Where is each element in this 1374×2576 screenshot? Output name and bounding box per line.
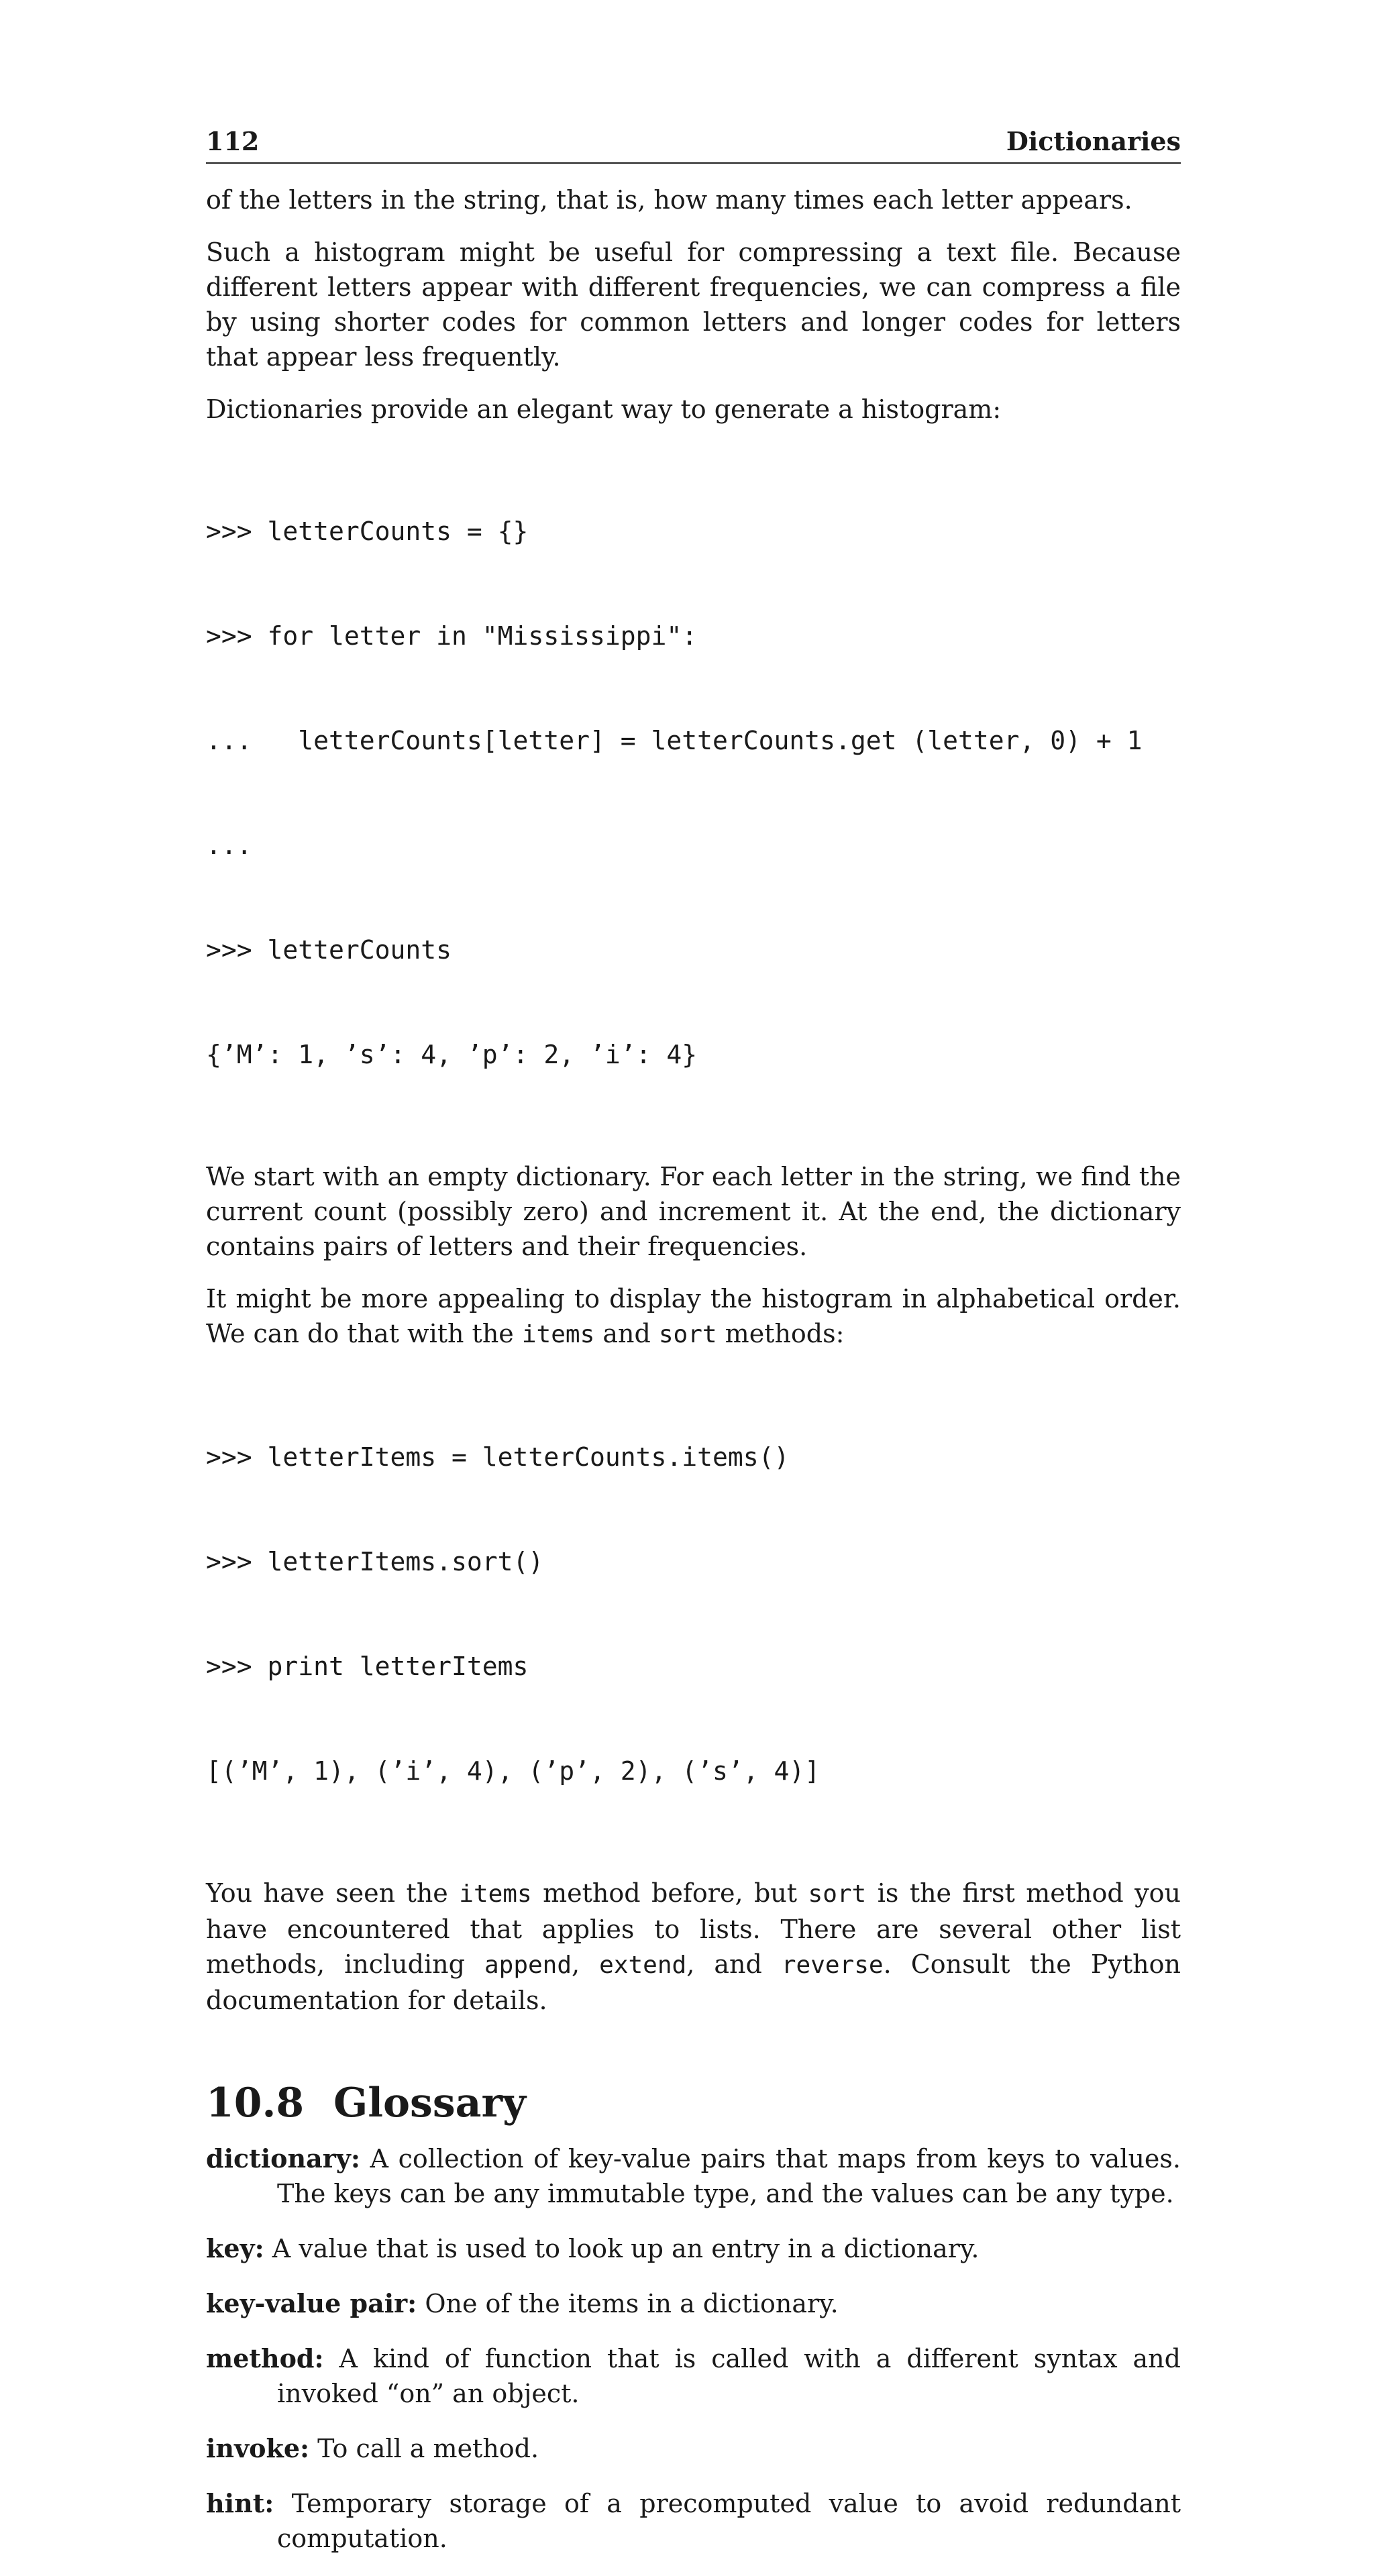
paragraph-alphabetical-order: [206, 1281, 1181, 1352]
text-run: You have seen the: [206, 1878, 460, 1908]
glossary-definition: A value that is used to look up an entry in a dictionary.: [272, 2234, 980, 2263]
book-page: [206, 126, 1181, 2576]
code-line: >>> letterItems.sort(): [206, 1547, 544, 1576]
inline-code-append: append: [484, 1951, 572, 1979]
code-line: >>> for letter in "Mississippi":: [206, 621, 698, 651]
glossary-term: key-value pair:: [206, 2288, 417, 2318]
inline-code-extend: extend: [599, 1951, 687, 1979]
glossary-entry-key: [206, 2231, 1181, 2266]
glossary-term: dictionary:: [206, 2143, 360, 2174]
section-title: Glossary: [333, 2080, 526, 2127]
paragraph-list-methods: [206, 1876, 1181, 2018]
glossary-definition: A kind of function that is called with a different syntax and invoked “on” an object.: [277, 2344, 1181, 2408]
chapter-title: Dictionaries: [1006, 126, 1181, 156]
glossary-term: method:: [206, 2343, 324, 2373]
text-run: and: [594, 1319, 659, 1348]
glossary-definition: To call a method.: [317, 2434, 539, 2463]
paragraph-histogram-intro: of the letters in the string, that is, how many times each letter appears.: [206, 185, 1132, 215]
glossary-term: hint:: [206, 2488, 274, 2518]
code-line: >>> print letterItems: [206, 1652, 529, 1681]
text-run: is the first method you have encountered that applies to lists. There are several other list methods, including: [206, 1878, 1181, 1979]
section-number: 10.8: [206, 2080, 305, 2127]
inline-code-items: items: [459, 1880, 532, 1908]
text-run: . Consult the Python documentation for details.: [206, 1949, 1181, 2015]
running-header: [206, 126, 1181, 164]
text-run: method before, but: [531, 1878, 808, 1908]
code-line: >>> letterCounts: [206, 935, 452, 965]
paragraph-dictionaries-histogram: Dictionaries provide an elegant way to generate a histogram:: [206, 394, 1002, 424]
inline-code-sort: sort: [808, 1880, 867, 1908]
glossary-entry-dictionary: [206, 2141, 1181, 2211]
code-line: [(’M’, 1), (’i’, 4), (’p’, 2), (’s’, 4)]: [206, 1756, 821, 1786]
code-line: {’M’: 1, ’s’: 4, ’p’: 2, ’i’: 4}: [206, 1040, 698, 1069]
glossary-list: [206, 2141, 1181, 2556]
code-block-letter-items: [206, 1370, 1181, 1858]
page-number: 112: [206, 126, 260, 156]
code-line: ...: [206, 830, 252, 860]
code-line: >>> letterItems = letterCounts.items(): [206, 1442, 790, 1472]
text-run: It might be more appealing to display the histogram in alphabetical order. We can do that with the: [206, 1284, 1181, 1348]
glossary-term: invoke:: [206, 2433, 310, 2463]
section-heading-glossary: [206, 2080, 1181, 2127]
paragraph-compression: Such a histogram might be useful for compressing a text file. Because different letters appear with different frequencies, we can compress a file by using shorter codes for common letters and longer codes for letters that appear less frequently.: [206, 237, 1181, 372]
glossary-definition: Temporary storage of a precomputed value to avoid redundant computation.: [277, 2489, 1181, 2553]
text-run: ,: [572, 1949, 600, 1979]
text-run: methods:: [717, 1319, 845, 1348]
glossary-definition: One of the items in a dictionary.: [425, 2289, 839, 2318]
glossary-term: key:: [206, 2233, 264, 2263]
inline-code-reverse: reverse: [781, 1951, 884, 1979]
glossary-entry-method: [206, 2341, 1181, 2411]
paragraph-empty-dictionary: We start with an empty dictionary. For each letter in the string, we find the current count (possibly zero) and increment it. At the end, the dictionary contains pairs of letters and their frequencies.: [206, 1162, 1181, 1261]
glossary-entry-hint: [206, 2486, 1181, 2556]
text-run: , and: [686, 1949, 782, 1979]
inline-code-sort: sort: [658, 1321, 717, 1348]
inline-code-items: items: [521, 1321, 595, 1348]
code-line: ... letterCounts[letter] = letterCounts.get (letter, 0) + 1: [206, 726, 1143, 755]
glossary-entry-invoke: [206, 2431, 1181, 2466]
glossary-definition: A collection of key-value pairs that maps from keys to values. The keys can be any immutable type, and the values can be any type.: [277, 2144, 1181, 2208]
code-block-letter-counts: [206, 444, 1181, 1142]
code-line: >>> letterCounts = {}: [206, 517, 529, 546]
glossary-entry-key-value-pair: [206, 2286, 1181, 2321]
